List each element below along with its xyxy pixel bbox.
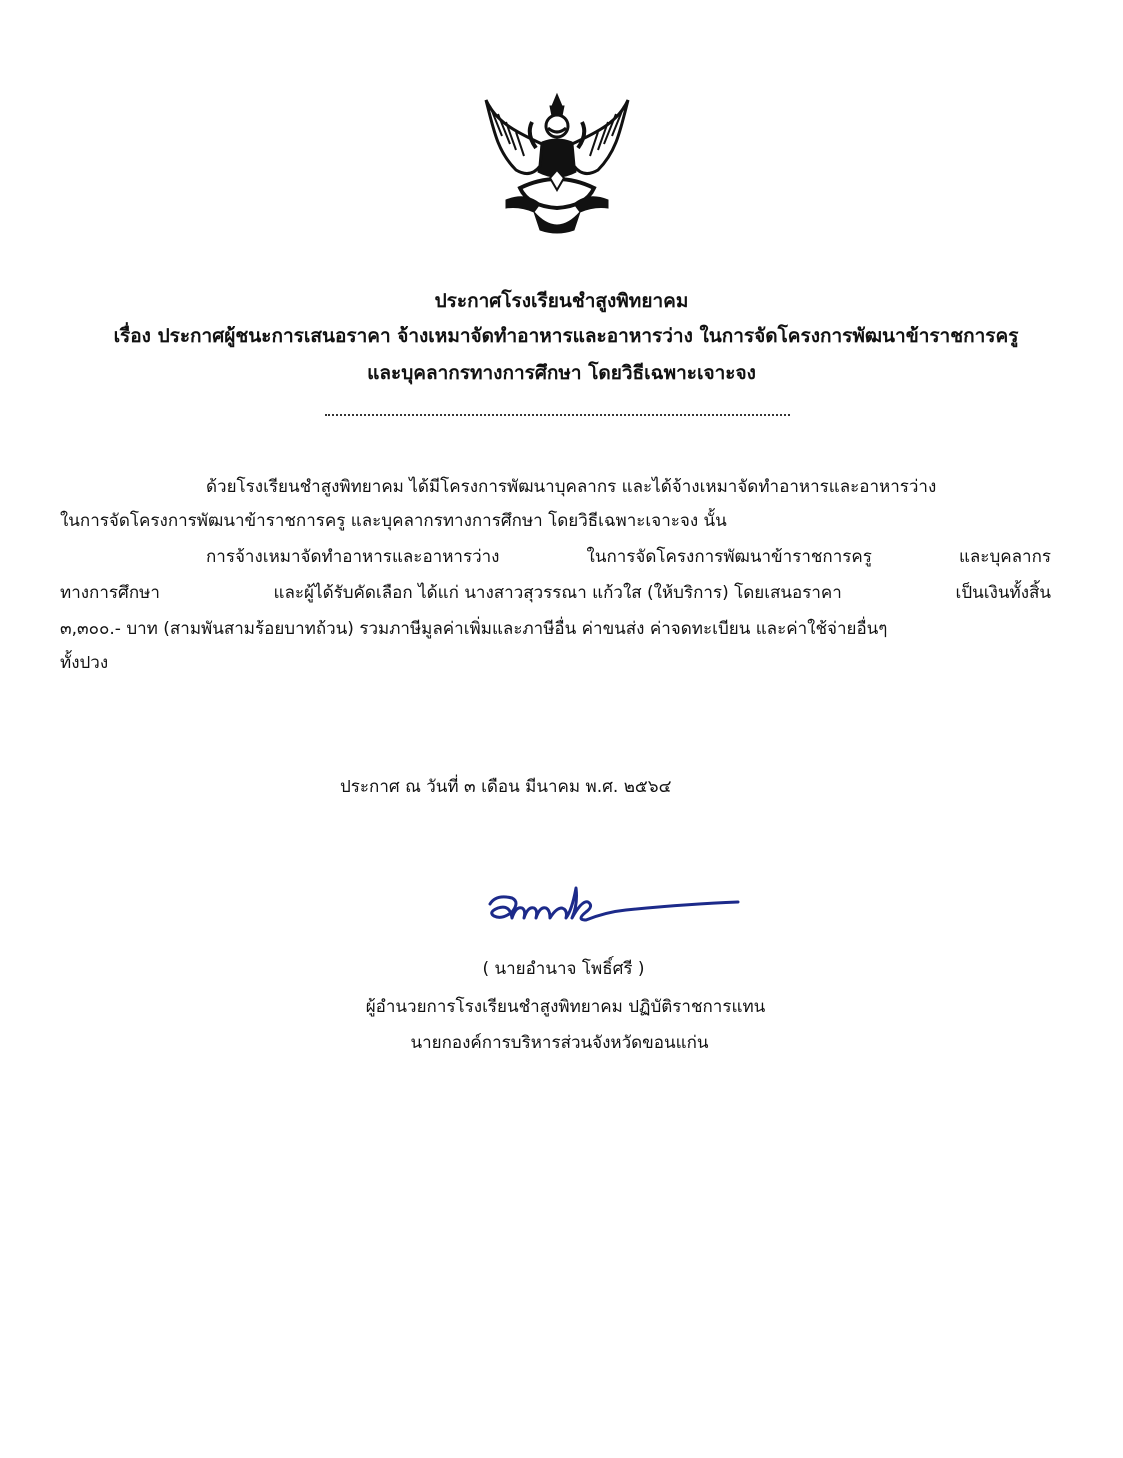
paragraph-2-line-2-part-3: เป็นเงินทั้งสิ้น	[955, 583, 1051, 603]
paragraph-2-line-1-part-2: ในการจัดโครงการพัฒนาข้าราชการครู	[586, 547, 872, 567]
paragraph-2-line-1-part-3: และบุคลากร	[958, 547, 1051, 567]
handwritten-signature	[484, 872, 754, 932]
paragraph-2-line-1-part-1: การจ้างเหมาจัดทำอาหารและอาหารว่าง	[206, 547, 500, 567]
announcement-date: ประกาศ ณ วันที่ ๓ เดือน มีนาคม พ.ศ. ๒๕๖๔	[340, 777, 672, 797]
announcement-subject-continued: และบุคลากรทางการศึกษา โดยวิธีเฉพาะเจาะจง	[367, 362, 756, 384]
announcement-subject: เรื่อง ประกาศผู้ชนะการเสนอราคา จ้างเหมาจัดทำอาหารและอาหารว่าง ในการจัดโครงการพัฒนาข้าราชการครู	[113, 325, 1019, 347]
dotted-divider	[325, 414, 790, 416]
paragraph-1-line-2: ในการจัดโครงการพัฒนาข้าราชการครู และบุคลากรทางการศึกษา โดยวิธีเฉพาะเจาะจง นั้น	[60, 511, 727, 531]
paragraph-2-line-4: ทั้งปวง	[60, 653, 109, 673]
paragraph-2-line-2	[60, 576, 1051, 610]
garuda-emblem-icon	[476, 92, 638, 234]
announcement-title: ประกาศโรงเรียนชำสูงพิทยาคม	[434, 290, 689, 312]
signer-position-2: นายกองค์การบริหารส่วนจังหวัดขอนแก่น	[410, 1033, 709, 1053]
paragraph-2-line-2-part-2: และผู้ได้รับคัดเลือก ได้แก่ นางสาวสุวรรณา แก้วใส (ให้บริการ) โดยเสนอราคา	[273, 583, 842, 603]
paragraph-2-line-2-part-1: ทางการศึกษา	[60, 583, 160, 603]
signer-position: ผู้อำนวยการโรงเรียนชำสูงพิทยาคม ปฏิบัติราชการแทน	[365, 997, 766, 1017]
paragraph-2-line-3: ๓,๓๐๐.- บาท (สามพันสามร้อยบาทถ้วน) รวมภาษีมูลค่าเพิ่มและภาษีอื่น ค่าขนส่ง ค่าจดทะเบียน และค่าใช้จ่ายอื่นๆ	[60, 619, 888, 639]
paragraph-2-line-1	[206, 540, 1051, 574]
paragraph-1-line-1: ด้วยโรงเรียนชำสูงพิทยาคม ได้มีโครงการพัฒนาบุคลากร และได้จ้างเหมาจัดทำอาหารและอาหารว่าง	[206, 477, 937, 497]
signer-name: ( นายอำนาจ โพธิ์ศรี )	[482, 959, 645, 979]
